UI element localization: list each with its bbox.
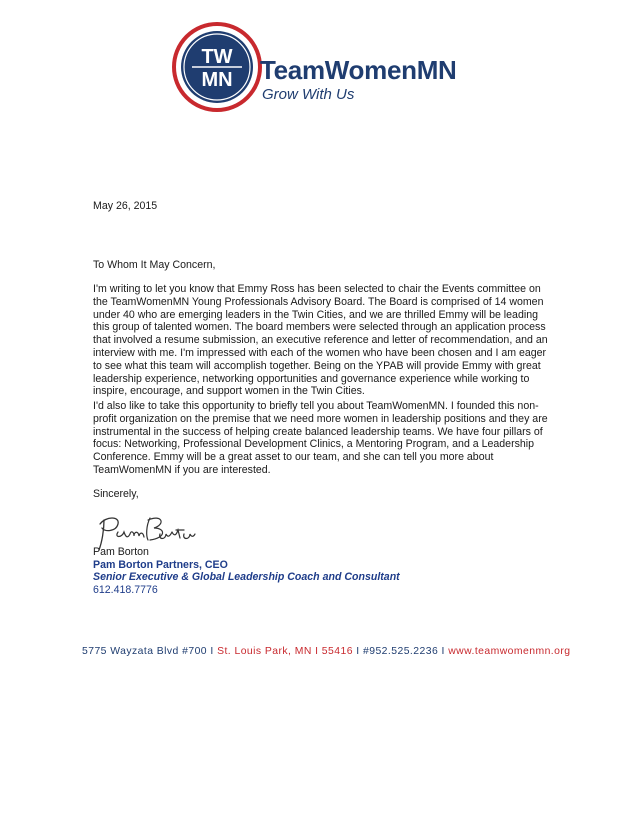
signature-block [93, 546, 400, 596]
footer-separator: I [210, 646, 218, 657]
paragraph-line: instrumental in the success of helping create balanced leadership teams. We have four pillars of [93, 425, 543, 438]
paragraph-line: this group of talented women. The board members were selected through an application process [93, 321, 546, 334]
paragraph-line: I'd also like to take this opportunity to briefly tell you about TeamWomenMN. I founded this non- [93, 400, 539, 412]
paragraph-line: to see what this team will accomplish together. Being on the YPAB will provide Emmy with great [93, 359, 541, 372]
letter-paragraph-1 [93, 283, 553, 398]
paragraph-line: interview with me. I'm impressed with each of the women who have been chosen and I am eager [93, 346, 547, 359]
paragraph-line: focus: Networking, Professional Development Clinics, a Mentoring Program, and a Leadership [93, 438, 535, 451]
letter-paragraph-2 [93, 400, 553, 477]
logo-tagline: Grow With Us [262, 86, 355, 103]
organization-logo [172, 22, 472, 118]
letter-closing: Sincerely, [93, 488, 139, 500]
logo-mark-line1: TW [201, 46, 233, 68]
paragraph-line: leadership experience, networking opportunities and governance experience while working to [93, 372, 530, 385]
letterhead-footer [82, 646, 571, 657]
letter-date: May 26, 2015 [93, 200, 158, 212]
paragraph-line: profit organization on the premise that we need more women in leadership positions and they are [93, 412, 548, 425]
paragraph-line: I'm writing to let you know that Emmy Ross has been selected to chair the Events committee on [93, 283, 541, 295]
footer-website[interactable]: www.teamwomenmn.org [448, 646, 571, 657]
footer-city: St. Louis Park, MN I 55416 [217, 646, 357, 657]
paragraph-line: TeamWomenMN if you are interested. [93, 463, 271, 476]
paragraph-line: that involved a resume submission, an executive reference and letter of recommendation, and an [93, 334, 548, 347]
footer-separator: I [356, 646, 363, 657]
footer-separator: I [441, 646, 449, 657]
logo-name: TeamWomenMN [260, 55, 457, 85]
logo-mark-line2: MN [201, 69, 233, 91]
footer-address: 5775 Wayzata Blvd #700 [82, 646, 211, 657]
paragraph-line: inspire, encourage, and support women in the Twin Cities. [93, 385, 365, 398]
paragraph-line: under 40 who are emerging leaders in the Twin Cities, and we are thrilled Emmy will be leading [93, 308, 538, 321]
paragraph-line: Conference. Emmy will be a great asset to our team, and she can tell you more about [93, 451, 494, 464]
signer-name: Pam Borton [93, 546, 149, 558]
signer-title: Senior Executive & Global Leadership Coach and Consultant [93, 571, 400, 584]
footer-phone: #952.525.2236 [362, 646, 442, 657]
logo-mark-icon [172, 22, 262, 112]
paragraph-line: the TeamWomenMN Young Professionals Advisory Board. The Board is comprised of 14 women [93, 295, 544, 308]
signer-company: Pam Borton Partners, CEO [93, 558, 228, 571]
letter-salutation: To Whom It May Concern, [93, 259, 216, 271]
signer-phone: 612.418.7776 [93, 583, 158, 596]
